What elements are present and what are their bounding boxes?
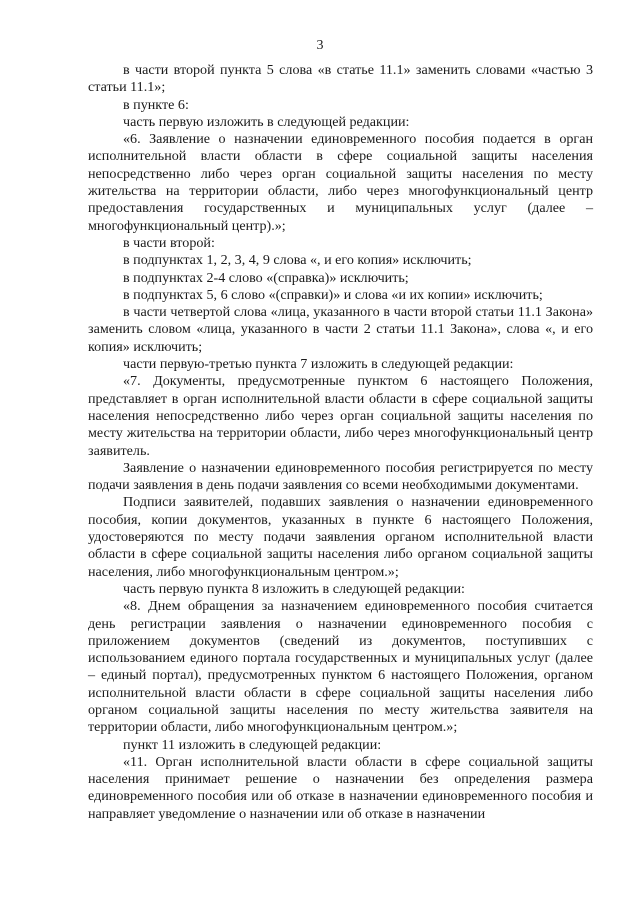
paragraph-10: части первую-третью пункта 7 изложить в следующей редакции: [123,356,514,373]
paragraph-4: «6. Заявление о назначении единовременного пособия подается в орган исполнительной власти области в сфере социальной защиты населения непосредственно либо через орган социальной защиты населения по месту жительства на территории области, либо через многофункциональный центр предоставления государственных и муниципальных услуг (далее – многофункциональный центр).»; [88,131,593,234]
paragraph-7: в подпунктах 2-4 слово «(справка)» исключить; [123,269,409,286]
paragraph-2: в пункте 6: [123,96,189,113]
paragraph-9: в части четвертой слова «лица, указанного в части второй статьи 11.1 Закона» заменить словом «лица, указанного в части 2 статьи 11.1 Закона», слова «, и его копия» исключить; [88,304,593,355]
paragraph-13: Подписи заявителей, подавших заявления о назначении единовременного пособия, копии документов, указанных в пункте 6 настоящего Положения, удостоверяются по месту подачи заявления органом исполнительной власти области в сфере социальной защиты населения либо органом социальной защиты населения, либо многофункциональным центром.»; [88,494,593,580]
paragraph-16: пункт 11 изложить в следующей редакции: [123,736,382,753]
paragraph-12: Заявление о назначении единовременного пособия регистрируется по месту подачи заявления в день подачи заявления со всеми необходимыми документами. [88,459,593,494]
document-body [88,62,593,823]
paragraph-1: в части второй пункта 5 слова «в статье 11.1» заменить словами «частью 3 статьи 11.1»; [88,62,593,96]
paragraph-17: «11. Орган исполнительной власти области в сфере социальной защиты населения принимает решение о назначении без определения размера единовременного пособия или об отказе в назначении единовременного пособия и направляет уведомление о назначении или об отказе в назначении [88,753,593,822]
paragraph-5: в части второй: [123,234,215,251]
paragraph-8: в подпунктах 5, 6 слово «(справки)» и слова «и их копии» исключить; [123,286,543,303]
paragraph-15: «8. Днем обращения за назначением единовременного пособия считается день регистрации заявления о назначении единовременного пособия с приложением документов (сведений из документов, поступивших с использованием единого портала государственных и муниципальных услуг (далее – единый портал), предусмотренных пунктом 6 настоящего Положения, органом исполнительной власти области в сфере социальной защиты населения либо органом социальной защиты населения по месту жительства заявителя на территории области, либо многофункциональным центром.»; [88,598,593,736]
paragraph-14: часть первую пункта 8 изложить в следующей редакции: [123,580,465,597]
paragraph-6: в подпунктах 1, 2, 3, 4, 9 слова «, и его копия» исключить; [123,252,472,269]
paragraph-11: «7. Документы, предусмотренные пунктом 6 настоящего Положения, представляет в орган исполнительной власти области в сфере социальной защиты населения непосредственно либо через орган социальной защиты населения по месту жительства на территории области, либо через многофункциональный центр заявитель. [88,373,593,459]
paragraph-3: часть первую изложить в следующей редакции: [123,113,410,130]
page-number: 3 [316,38,324,53]
